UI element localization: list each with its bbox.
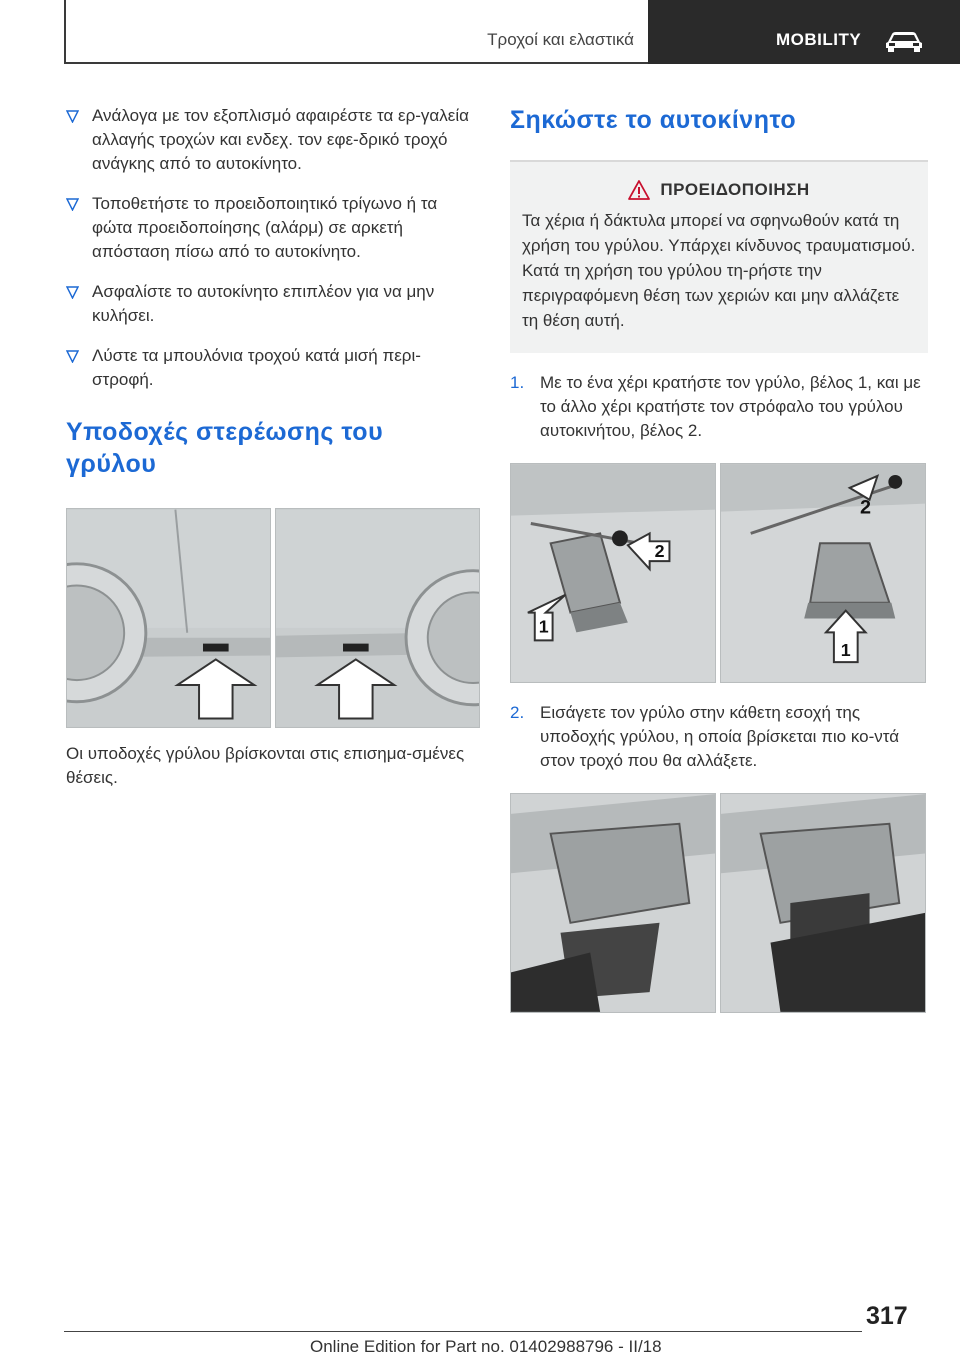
jack-point-front-image [66,508,271,728]
bullet-text: Λύστε τα μπουλόνια τροχού κατά μισή περι-στροφή. [92,346,421,389]
arrow-label: 1 [538,616,549,637]
section-heading-jack-points: Υποδοχές στερέωσης του γρύλου [66,418,384,478]
header-tab-label: MOBILITY [776,30,862,49]
step-number: 1. [510,373,525,392]
jack-holding-image-right [720,463,926,683]
step-item [510,701,928,773]
triangle-bullet-icon [66,350,79,363]
triangle-bullet-icon [66,198,79,211]
jack-points-illustration [66,508,480,728]
triangle-bullet-icon [66,286,79,299]
jack-insert-image-left [510,793,716,1013]
arrow-label: 2 [860,496,872,519]
warning-header [522,180,916,200]
right-column [510,104,928,1013]
list-item [66,192,480,264]
warning-box [510,162,928,353]
arrow-label: 1 [840,640,851,661]
jack-holding-image-left [510,463,716,683]
list-item [66,344,480,392]
arrow-label: 2 [654,541,665,562]
car-icon [884,28,924,52]
step-text: Με το ένα χέρι κρατήστε τον γρύλο, βέλος 1, και με το άλλο χέρι κρατήστε τον στρόφαλο του γρύλου αυτοκινήτου, βέλος 2. [540,373,921,440]
bullet-text: Τοποθετήστε το προειδοποιητικό τρίγωνο ή τα φώτα προειδοποίησης (αλάρμ) σε αρκετή απόσταση πίσω από το αυτοκίνητο. [92,194,438,261]
header-section-title: Τροχοί και ελαστικά [487,30,634,49]
list-item [66,280,480,328]
step-item [510,371,928,443]
warning-triangle-icon [628,180,650,200]
jack-point-rear-image [275,508,480,728]
footer-rule [64,1331,862,1332]
section-heading-raise-car: Σηκώστε το αυτοκίνητο [510,106,797,134]
step-text: Εισάγετε τον γρύλο στην κάθετη εσοχή της υποδοχής γρύλου, η οποία βρίσκεται πιο κο-ντά στον τροχό που θα αλλάξετε. [540,703,900,770]
warning-text: Τα χέρια ή δάκτυλα μπορεί να σφηνωθούν κατά τη χρήση του γρύλου. Υπάρχει κίνδυνος τραυματισμού. Κατά τη χρήση του γρύλου τη-ρήστε την περιγραφόμενη θέση των χεριών και μην αλλάζετε τη θέση αυτή. [522,211,916,330]
left-column [66,104,480,790]
warning-title: ΠΡΟΕΙΔΟΠΟΙΗΣΗ [660,180,810,199]
bullet-text: Ασφαλίστε το αυτοκίνητο επιπλέον για να μην κυλήσει. [92,282,435,325]
jack-points-caption: Οι υποδοχές γρύλου βρίσκονται στις επισημα-σμένες θέσεις. [66,744,465,787]
bullet-text: Ανάλογα με τον εξοπλισμό αφαιρέστε τα ερ-γαλεία αλλαγής τροχών και ενδεχ. τον εφε-δρικό τροχό ανάγκης από το αυτοκίνητο. [92,106,469,173]
jack-insert-image-right [720,793,926,1013]
triangle-bullet-icon [66,110,79,123]
jack-holding-illustration [510,463,928,683]
page-number: 317 [866,1302,908,1330]
step-number: 2. [510,703,525,722]
list-item [66,104,480,176]
jack-insert-illustration [510,793,928,1013]
footer-text: Online Edition for Part no. 01402988796 - II/18 [310,1337,662,1356]
